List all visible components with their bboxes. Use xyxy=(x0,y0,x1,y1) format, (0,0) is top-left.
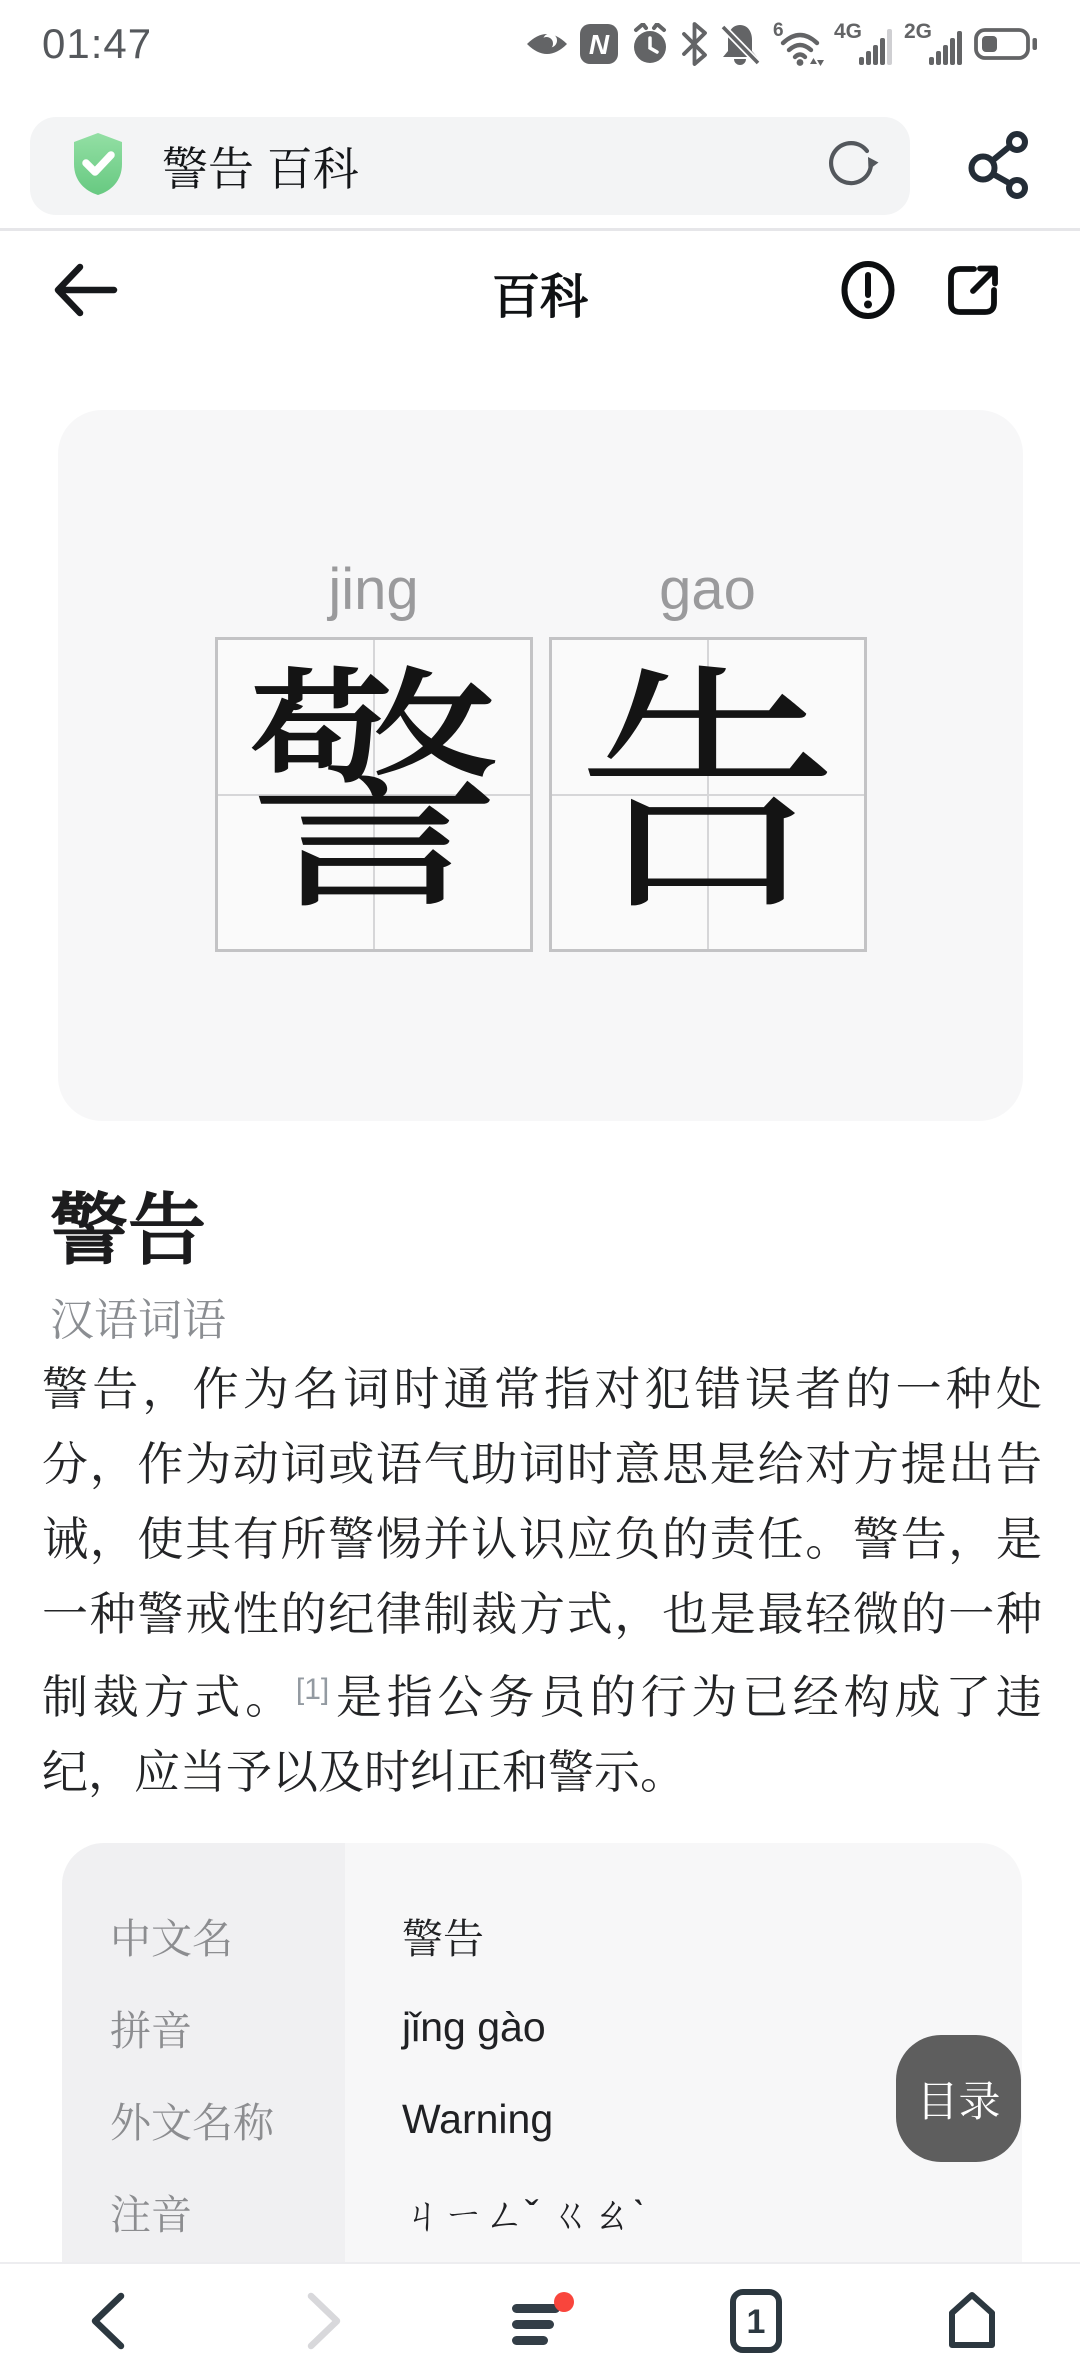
refresh-icon[interactable] xyxy=(822,135,880,198)
clock: 01:47 xyxy=(42,20,153,67)
battery-icon xyxy=(974,26,1038,62)
menu-icon xyxy=(504,2291,576,2351)
svg-text:4G: 4G xyxy=(834,21,863,43)
character-grid-box xyxy=(215,637,533,952)
row-label: 外文名称 xyxy=(110,2099,274,2146)
infobox-rows xyxy=(62,1843,1022,2257)
table-of-contents-button[interactable] xyxy=(896,2035,1021,2162)
notifications-off-icon xyxy=(718,22,762,66)
article-summary xyxy=(42,1352,1042,1810)
browser-search-row xyxy=(0,112,1080,220)
character-block xyxy=(215,543,533,952)
row-value: ㄐㄧㄥˇ ㄍㄠˋ xyxy=(402,2191,646,2238)
table-row xyxy=(62,1981,1022,2073)
pinyin-label: jing xyxy=(328,557,419,622)
toc-label: 目录 xyxy=(916,2077,1001,2125)
summary-text: 是指公务员的行为已经构成了违纪，应当予以及时纠正和警示。 xyxy=(42,1671,1043,1798)
page-nav-header xyxy=(0,231,1080,353)
chevron-left-icon xyxy=(95,2296,121,2346)
notification-dot xyxy=(554,2292,574,2312)
site-security-shield-icon[interactable] xyxy=(66,131,130,202)
article-title: 警告 xyxy=(50,1186,207,1274)
row-label: 注音 xyxy=(110,2191,192,2238)
row-label: 中文名 xyxy=(110,1915,233,1962)
row-label: 拼音 xyxy=(110,2007,192,2054)
infobox-card xyxy=(62,1843,1022,2262)
search-bar[interactable] xyxy=(30,117,910,215)
word-image-card xyxy=(58,410,1023,1121)
status-icons xyxy=(525,21,1038,67)
alarm-icon xyxy=(629,23,671,65)
article-subtitle: 汉语词语 xyxy=(50,1296,226,1345)
row-value: 警告 xyxy=(402,1915,484,1962)
summary-text: 警告，作为名词时通常指对犯错误者的一种处分，作为动词或语气助词时意思是给对方提出告诫，使其有所警惕并认识应负的责任。警告，是一种警戒性的纪律制裁方式，也是最轻微的一种制裁方式。 xyxy=(42,1363,1042,1723)
svg-text:N: N xyxy=(588,29,610,60)
browser-toolbar xyxy=(0,2262,1080,2377)
sim1-signal-icon xyxy=(834,21,894,67)
row-value: Warning xyxy=(402,2095,554,2142)
chevron-right-icon xyxy=(311,2296,337,2346)
share-icon[interactable] xyxy=(964,128,1032,205)
menu-button[interactable] xyxy=(432,2291,648,2351)
svg-text:6: 6 xyxy=(773,21,784,41)
home-icon xyxy=(940,2289,1004,2353)
tab-counter-icon xyxy=(728,2287,784,2355)
pinyin-label: gao xyxy=(659,557,756,622)
nav-back-button[interactable] xyxy=(0,2290,216,2352)
table-row xyxy=(62,2073,1022,2165)
nav-forward-button[interactable] xyxy=(216,2290,432,2352)
character-grid-box xyxy=(549,637,867,952)
status-bar xyxy=(0,0,1080,78)
row-value: jǐng gào xyxy=(402,2003,546,2050)
eye-icon xyxy=(525,28,569,60)
citation-link[interactable]: [1] xyxy=(295,1673,330,1706)
svg-text:1: 1 xyxy=(746,2302,766,2341)
wifi-icon xyxy=(772,21,824,67)
home-button[interactable] xyxy=(864,2289,1080,2353)
svg-text:2G: 2G xyxy=(904,21,933,43)
search-query-text[interactable]: 警告 百科 xyxy=(162,143,359,195)
nfc-icon xyxy=(579,23,619,65)
page-title: 百科 xyxy=(491,270,588,324)
character-block xyxy=(549,543,867,952)
hanzi-character: 告 xyxy=(576,641,839,947)
tabs-button[interactable] xyxy=(648,2287,864,2355)
hanzi-character: 警 xyxy=(242,641,505,947)
bluetooth-icon xyxy=(681,22,708,66)
table-row xyxy=(62,1889,1022,1981)
sim2-signal-icon xyxy=(904,21,964,67)
table-row xyxy=(62,2165,1022,2257)
character-grids xyxy=(58,410,1023,952)
